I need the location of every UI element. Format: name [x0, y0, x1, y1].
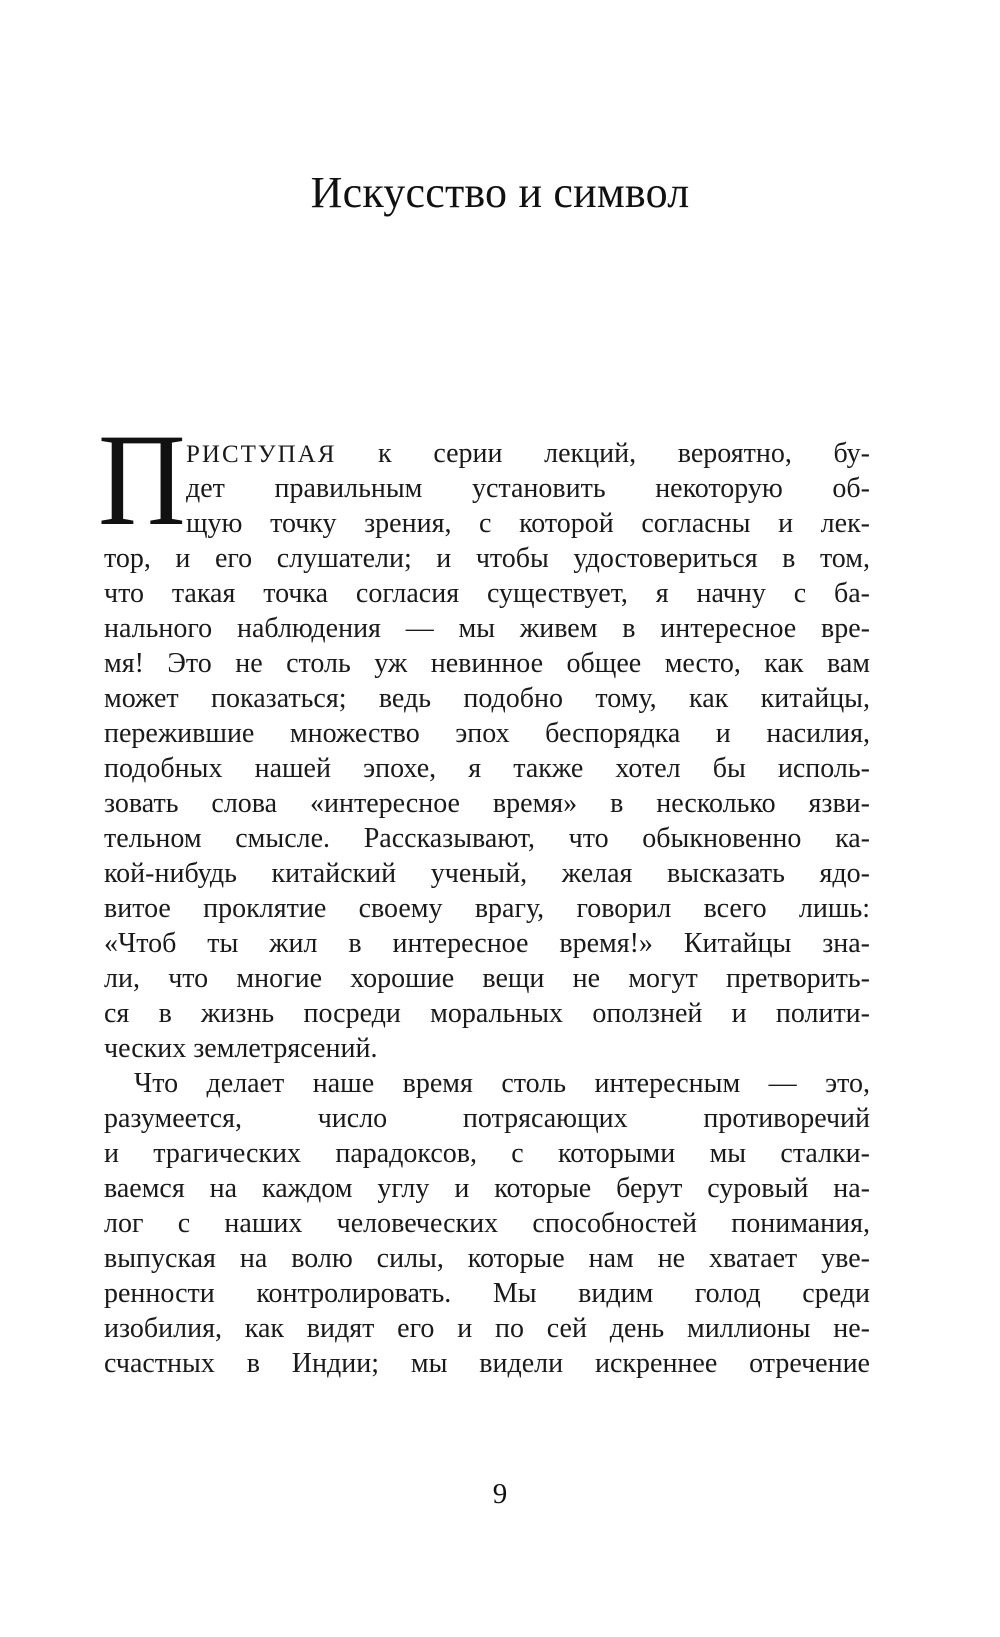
text-line: ли, что многие хорошие вещи не могут претворить-	[104, 963, 870, 994]
text-line: пережившие множество эпох беспорядка и насилия,	[104, 718, 870, 749]
text-line: мя! Это не столь уж невинное общее место, как вам	[104, 648, 870, 679]
opening-small-caps: РИСТУПАЯ	[186, 441, 337, 468]
text-line: «Чтоб ты жил в интересное время!» Китайцы зна-	[104, 928, 870, 959]
text-line: ваемся на каждом углу и которые берут суровый на-	[104, 1173, 870, 1204]
text-line	[104, 436, 870, 471]
text-line: и трагических парадоксов, с которыми мы сталки-	[104, 1138, 870, 1169]
text-line: кой-нибудь китайский ученый, желая высказать ядо-	[104, 858, 870, 889]
text-line: что такая точка согласия существует, я начну с ба-	[104, 578, 870, 609]
text-line: выпуская на волю силы, которые нам не хватает уве-	[104, 1243, 870, 1274]
text-line: дет правильным установить некоторую об-	[186, 473, 870, 504]
drop-cap-letter: П	[98, 406, 186, 553]
chapter-title: Искусство и символ	[310, 168, 690, 218]
text-line: может показаться; ведь подобно тому, как китайцы,	[104, 683, 870, 714]
text-line: ренности контролировать. Мы видим голод среди	[104, 1278, 870, 1309]
text-line: изобилия, как видят его и по сей день миллионы не-	[104, 1313, 870, 1344]
text-line: разумеется, число потрясающих противоречий	[104, 1103, 870, 1134]
text-line: Что делает наше время столь интересным — это,	[134, 1068, 870, 1099]
line-text: к серии лекций, вероятно, бу-	[336, 438, 870, 469]
text-line: витое проклятие своему врагу, говорил всего лишь:	[104, 893, 870, 924]
text-line: лог с наших человеческих способностей понимания,	[104, 1208, 870, 1239]
text-line: зовать слова «интересное время» в несколько язви-	[104, 788, 870, 819]
body-text	[104, 436, 870, 1381]
text-line: нального наблюдения — мы живем в интересное вре-	[104, 613, 870, 644]
text-line: ся в жизнь посреди моральных оползней и полити-	[104, 998, 870, 1029]
text-line: подобных нашей эпохе, я также хотел бы исполь-	[104, 753, 870, 784]
text-line: тельном смысле. Рассказывают, что обыкновенно ка-	[104, 823, 870, 854]
text-line: счастных в Индии; мы видели искреннее отречение	[104, 1348, 870, 1379]
text-line: щую точку зрения, с которой согласны и лек-	[186, 508, 870, 539]
text-line: ческих землетрясений.	[104, 1033, 378, 1064]
text-line: тор, и его слушатели; и чтобы удостовериться в том,	[104, 543, 870, 574]
page-number: 9	[492, 1478, 508, 1510]
